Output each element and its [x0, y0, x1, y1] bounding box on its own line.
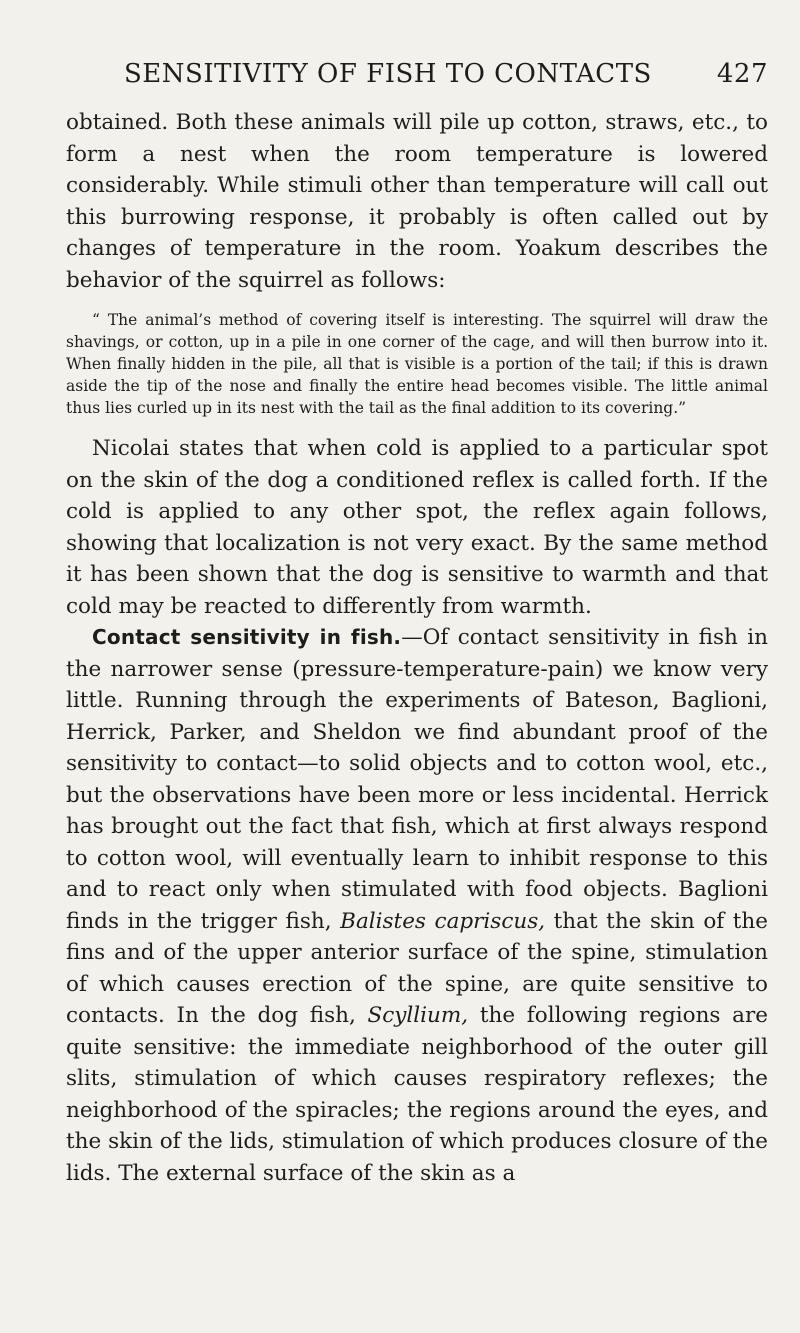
paragraph-nicolai: Nicolai states that when cold is applied to a particular spot on the skin of the dog a conditioned reflex is called forth. If the cold is applied to any other spot, the reflex again follows, showing that localization is not very exact. By the same method it has been shown that the dog is sensitive to warmth and that cold may be reacted to differently from warmth.	[66, 436, 768, 619]
paragraph-contact-sensitivity	[66, 622, 768, 1189]
block-quote: “ The animal’s method of covering itself is interesting. The squirrel will draw the shavings, or cotton, up in a pile in one corner of the cage, and will then burrow into it. When finally hidden in the pile, all that is visible is a portion of the tail; if this is drawn aside the tip of the nose and finally the entire head becomes visible. The little animal thus lies curled up in its nest with the tail as the final addition to its covering.”	[66, 311, 768, 417]
paragraph-text: that the skin of the fins and of the upper anterior surface of the spine, stimulation of which causes erection of the spine, are quite sensitive to contacts. In the dog fish,	[66, 908, 768, 1028]
page-number: 427	[716, 59, 768, 89]
paragraph-text: —Of contact sensitivity in fish in the narrower sense (pressure-temperature-pain) we know very little. Running through the experiments of Bateson, Baglioni, Herrick, Parker, and Sheldon we find abundant proof of the sensitivity to contact—to solid objects and to cotton wool, etc., but the observations have been more or less incidental. Herrick has brought out the fact that fish, which at first always respond to cotton wool, will eventually learn to inhibit response to this and to react only when stimulated with food objects. Baglioni finds in the trigger fish,	[66, 625, 768, 934]
running-head	[66, 58, 768, 90]
book-page	[66, 58, 768, 1189]
paragraph-continued: obtained. Both these animals will pile up cotton, straws, etc., to form a nest when the room temperature is lowered considerably. While stimuli other than temperature will call out this burrowing response, it probably is often called out by changes of temperature in the room. Yoakum describes the behavior of the squirrel as follows:	[66, 110, 768, 293]
paragraph-text: the following regions are quite sensitive: the immediate neighborhood of the outer gill slits, stimulation of which causes respiratory reflexes; the neighborhood of the spiracles; the regions around the eyes, and the skin of the lids, stimulation of which produces closure of the lids. The external surface of the skin as a	[66, 1003, 768, 1186]
section-run-in-heading: Contact sensitivity in fish.	[92, 625, 402, 649]
species-name-balistes: Balistes capriscus,	[340, 908, 546, 934]
species-name-scyllium: Scyllium,	[367, 1003, 469, 1028]
running-head-title: SENSITIVITY OF FISH TO CONTACTS	[124, 59, 652, 89]
